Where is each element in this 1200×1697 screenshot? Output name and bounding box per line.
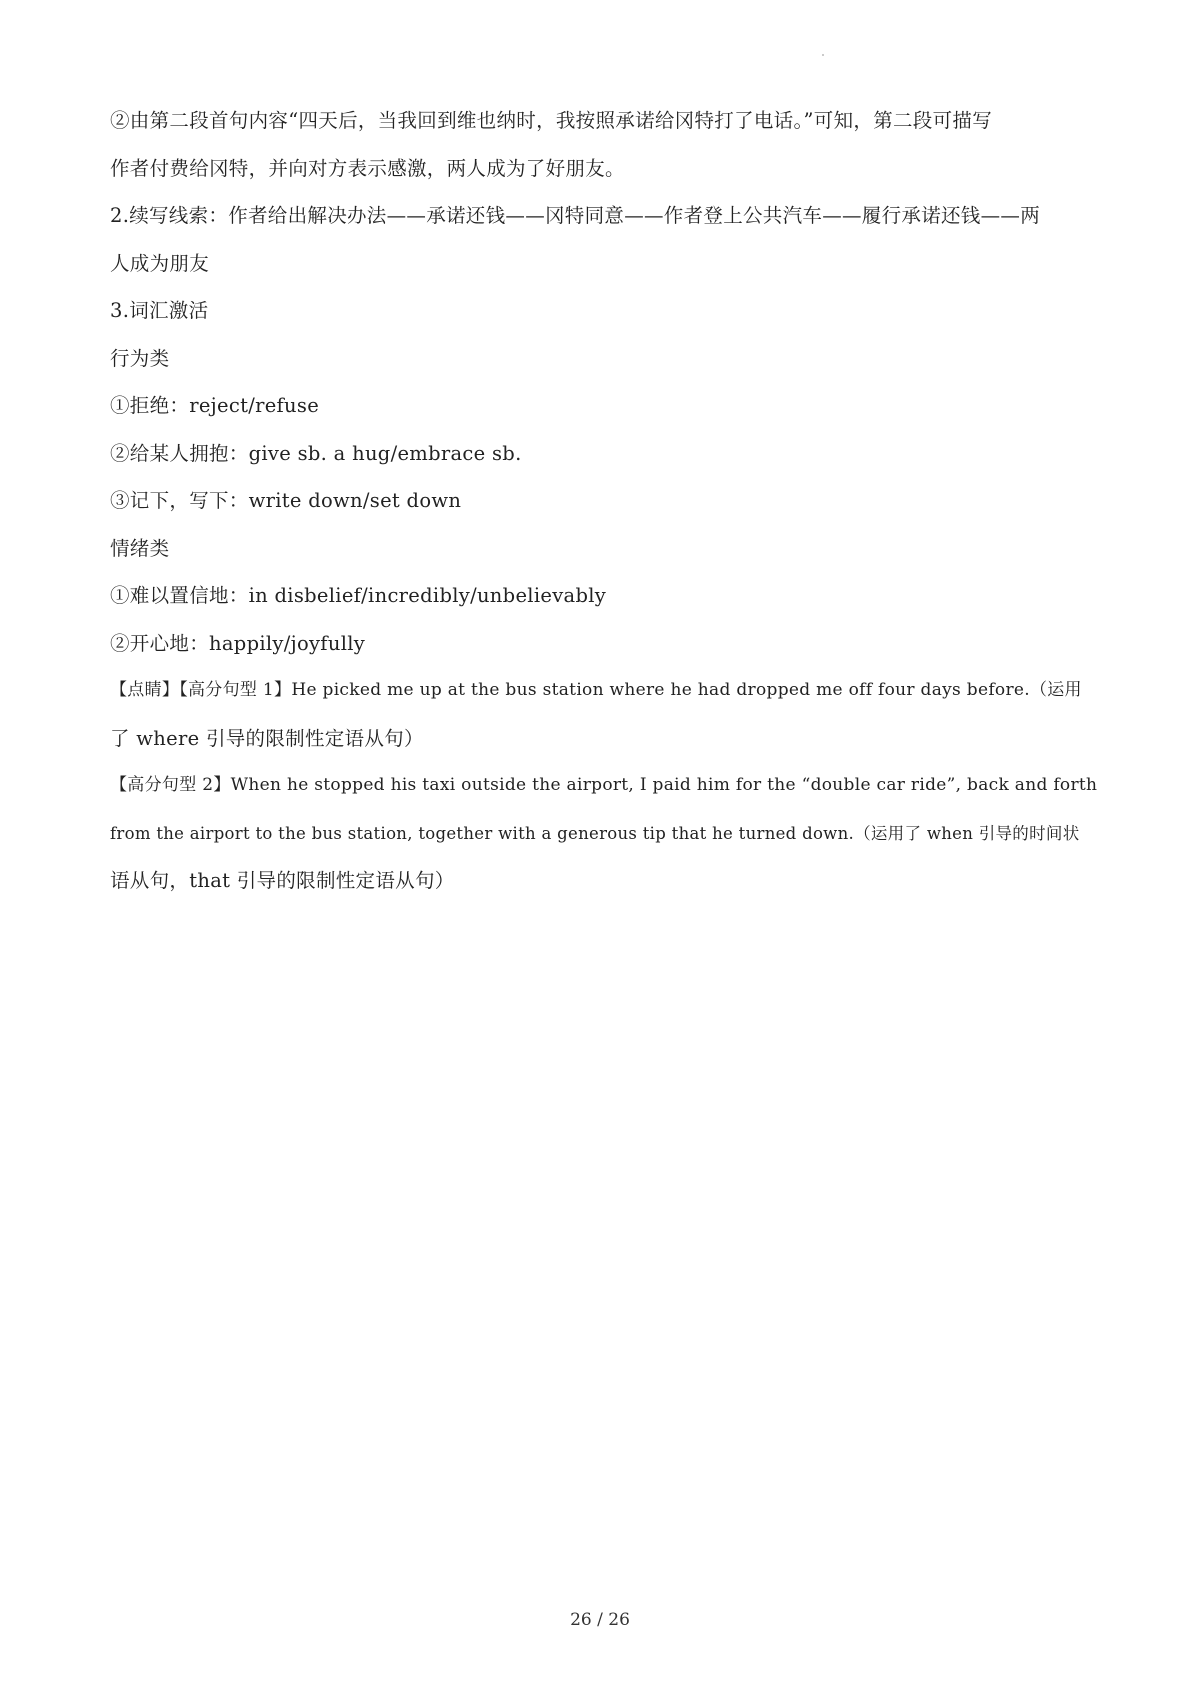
paragraph-line: 2.续写线索：作者给出解决办法——承诺还钱——冈特同意——作者登上公共汽车——履行承诺还钱——两 — [110, 204, 1041, 227]
highlight-sentence-line: 语从句，that 引导的限制性定语从句） — [110, 869, 455, 892]
vocab-item: ①拒绝：reject/refuse — [110, 394, 320, 417]
vocab-item: ②给某人拥抱：give sb. a hug/embrace sb. — [110, 441, 522, 465]
highlight-sentence-line: from the airport to the bus station, together with a generous tip that he turned down.（运用了 when 引导的时间状 — [110, 823, 1080, 843]
paragraph-line: 人成为朋友 — [110, 251, 210, 275]
highlight-sentence-line: 【高分句型 2】When he stopped his taxi outside the airport, I paid him for the “double car ride”, back and forth — [110, 775, 1098, 795]
vocab-item: ③记下，写下：write down/set down — [110, 489, 462, 512]
paragraph-line: 作者付费给冈特，并向对方表示感激，两人成为了好朋友。 — [110, 156, 625, 180]
highlight-sentence-line: 【点睛】【高分句型 1】He picked me up at the bus station where he had dropped me off four days before.（运用 — [110, 680, 1082, 700]
highlight-sentence-line: 了 where 引导的限制性定语从句） — [110, 726, 424, 750]
document-body — [110, 97, 1100, 905]
vocab-item: ②开心地：happily/joyfully — [110, 631, 366, 655]
subsection-heading: 情绪类 — [110, 536, 170, 560]
scan-speck — [822, 54, 824, 56]
vocab-item: ①难以置信地：in disbelief/incredibly/unbelievably — [110, 584, 607, 607]
paragraph-line: ②由第二段首句内容“四天后，当我回到维也纳时，我按照承诺给冈特打了电话。”可知，第二段可描写 — [110, 109, 992, 132]
subsection-heading: 行为类 — [110, 346, 170, 370]
page-number: 26 / 26 — [570, 1610, 630, 1630]
section-heading: 3.词汇激活 — [110, 299, 209, 322]
